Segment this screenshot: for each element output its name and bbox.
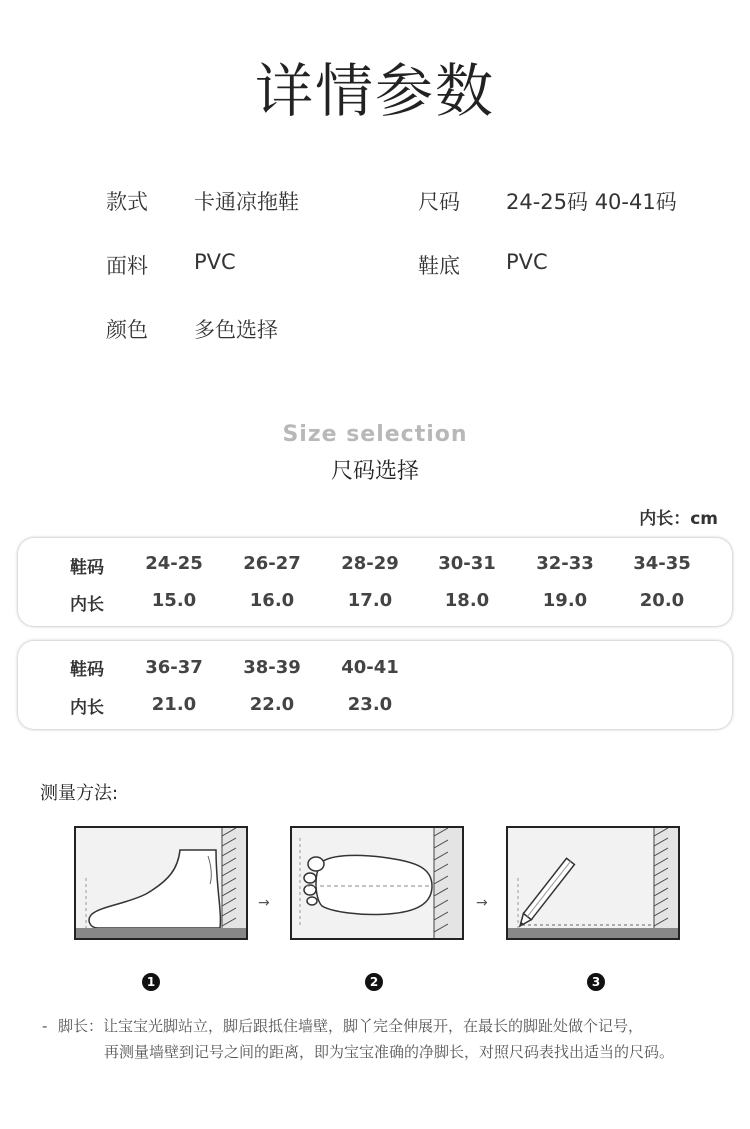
length-cell: 20.0: [639, 590, 685, 611]
size-table-1: [18, 538, 732, 626]
length-cell: 17.0: [347, 590, 393, 611]
note-bullet: -: [42, 1017, 48, 1035]
spec-color-label: 颜色: [106, 318, 148, 342]
size-cell: 40-41: [341, 657, 399, 678]
length-cell: 23.0: [347, 694, 393, 715]
spec-material-value: PVC: [194, 250, 236, 274]
spec-sole-value: PVC: [506, 250, 548, 274]
note-line-2: 再测量墙壁到记号之间的距离，即为宝宝准确的净脚长，对照尺码表找出适当的尺码。: [104, 1043, 675, 1061]
length-cell: 19.0: [542, 590, 588, 611]
measure-illustration-3: [506, 826, 680, 940]
arrow-icon: →: [476, 895, 488, 911]
step-number-3: 3: [587, 973, 605, 991]
length-cell: 16.0: [249, 590, 295, 611]
length-cell: 18.0: [444, 590, 490, 611]
measure-title: 测量方法:: [40, 783, 119, 804]
step-number-1: 1: [142, 973, 160, 991]
size-row-label: 鞋码: [70, 660, 104, 680]
spec-style-label: 款式: [106, 190, 148, 214]
length-row-label: 内长: [70, 698, 104, 718]
size-cell: 24-25: [145, 553, 203, 574]
size-title-cn: 尺码选择: [330, 459, 419, 484]
step-number-2: 2: [365, 973, 383, 991]
spec-size-value: 24-25码 40-41码: [506, 190, 677, 214]
page-title: 详情参数: [254, 57, 495, 125]
spec-sole-label: 鞋底: [418, 254, 460, 278]
size-cell: 36-37: [145, 657, 203, 678]
spec-size-label: 尺码: [418, 190, 460, 214]
size-cell: 38-39: [243, 657, 301, 678]
length-cell: 15.0: [151, 590, 197, 611]
size-cell: 32-33: [536, 553, 594, 574]
spec-style-value: 卡通凉拖鞋: [194, 190, 299, 214]
size-cell: 28-29: [341, 553, 399, 574]
measure-illustration-2: [290, 826, 464, 940]
arrow-icon: →: [258, 895, 270, 911]
measure-illustration-1: [74, 826, 248, 940]
size-title-en: Size selection: [282, 422, 468, 447]
length-cell: 22.0: [249, 694, 295, 715]
size-cell: 34-35: [633, 553, 691, 574]
spec-material-label: 面料: [106, 254, 148, 278]
length-row-label: 内长: [70, 595, 104, 615]
note-line-1: 脚长：让宝宝光脚站立，脚后跟抵住墙壁，脚丫完全伸展开，在最长的脚趾处做个记号，: [58, 1017, 644, 1035]
spec-color-value: 多色选择: [194, 318, 278, 342]
size-row-label: 鞋码: [70, 558, 104, 578]
length-cell: 21.0: [151, 694, 197, 715]
size-table-2: [18, 641, 732, 729]
size-cell: 26-27: [243, 553, 301, 574]
size-cell: 30-31: [438, 553, 496, 574]
unit-label: 内长：cm: [639, 509, 718, 529]
